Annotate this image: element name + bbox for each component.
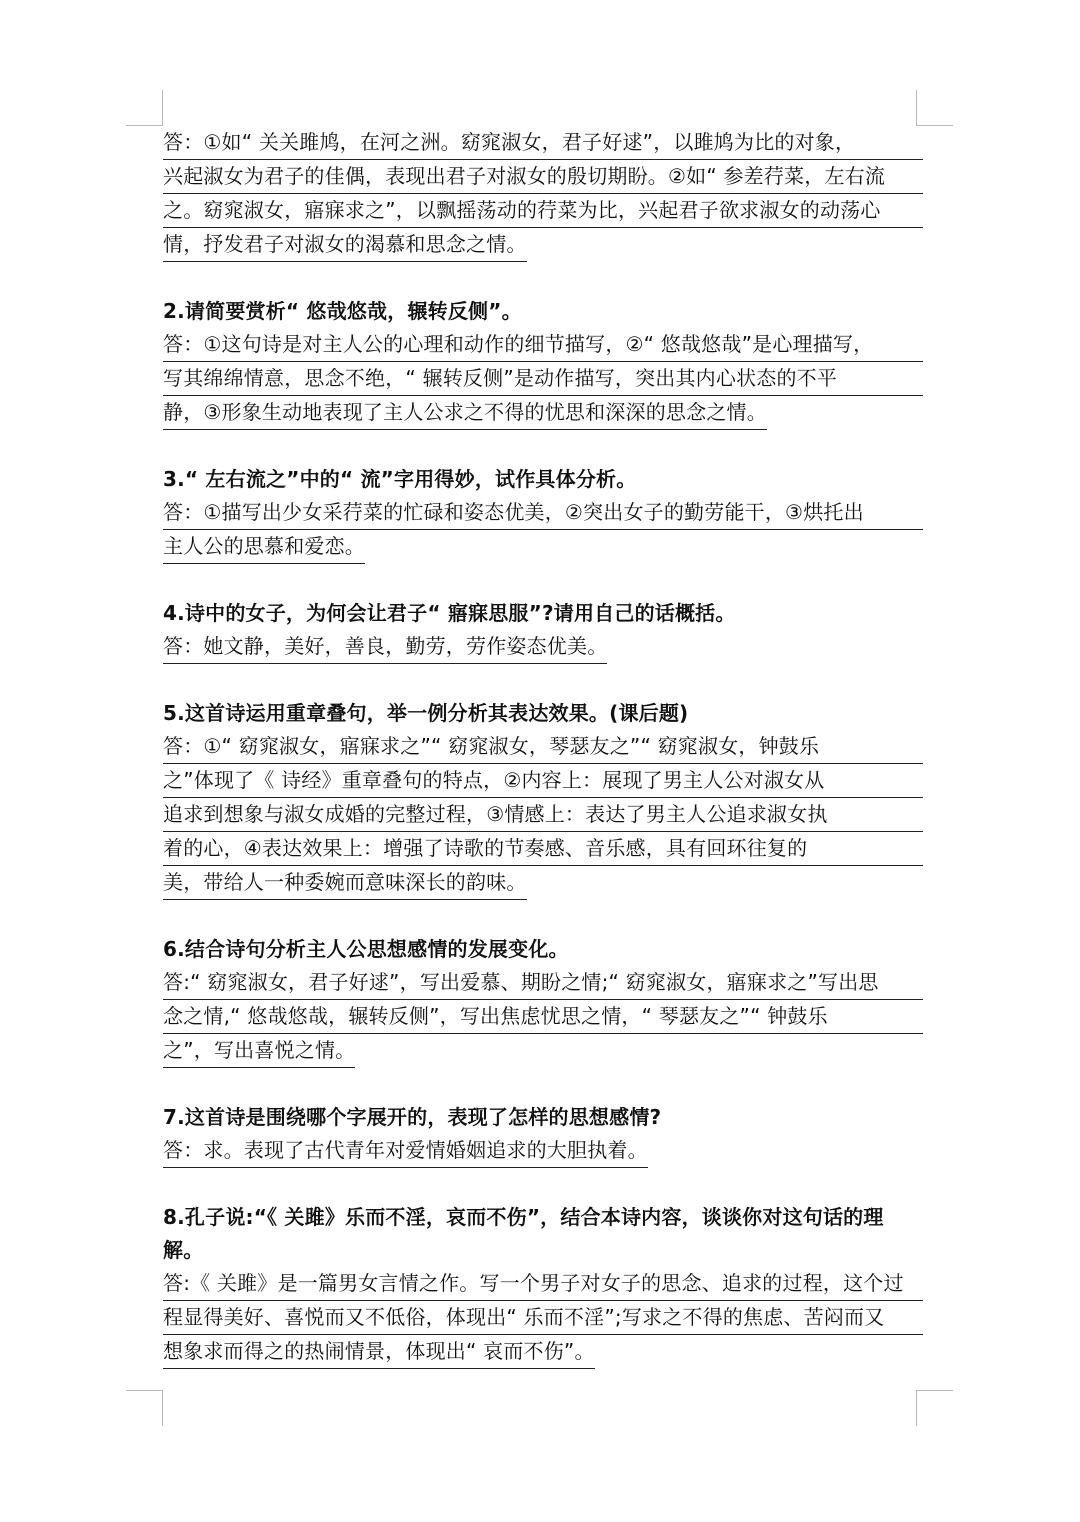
answer-line: 答：求。表现了古代青年对爱情婚姻追求的大胆执着。 bbox=[163, 1134, 648, 1168]
qa-block bbox=[163, 1201, 923, 1369]
answer-line: 主人公的思慕和爱恋。 bbox=[163, 530, 365, 564]
answer-line: 答:“ 窈窕淑女，君子好逑”，写出爱慕、期盼之情;“ 窈窕淑女，寤寐求之”写出思 bbox=[163, 966, 923, 1000]
question-heading: 7.这首诗是围绕哪个字展开的，表现了怎样的思想感情? bbox=[163, 1105, 662, 1129]
answer-line: 之”，写出喜悦之情。 bbox=[163, 1034, 355, 1068]
qa-block bbox=[163, 126, 923, 262]
answer-line: 想象求而得之的热闹情景，体现出“ 哀而不伤”。 bbox=[163, 1335, 595, 1369]
answer-text bbox=[163, 496, 923, 564]
answer-text bbox=[163, 328, 923, 430]
answer-line: 之。窈窕淑女，寤寐求之”，以飘摇荡动的荇菜为比，兴起君子欲求淑女的动荡心 bbox=[163, 194, 923, 228]
question-heading: 4.诗中的女子，为何会让君子“ 寤寐思服”?请用自己的话概括。 bbox=[163, 601, 736, 625]
answer-line: 答:《 关雎》是一篇男女言情之作。写一个男子对女子的思念、追求的过程，这个过 bbox=[163, 1267, 923, 1301]
answer-text bbox=[163, 730, 923, 900]
answer-line: 答：①“ 窈窕淑女，寤寐求之”“ 窈窕淑女，琴瑟友之”“ 窈窕淑女，钟鼓乐 bbox=[163, 730, 923, 764]
answer-line: 答：①这句诗是对主人公的心理和动作的细节描写，②“ 悠哉悠哉”是心理描写， bbox=[163, 328, 923, 362]
answer-line: 答：①描写出少女采荇菜的忙碌和姿态优美，②突出女子的勤劳能干，③烘托出 bbox=[163, 496, 923, 530]
answer-line: 情，抒发君子对淑女的渴慕和思念之情。 bbox=[163, 228, 527, 262]
qa-block bbox=[163, 295, 923, 430]
qa-content bbox=[163, 126, 923, 1402]
answer-line: 着的心，④表达效果上：增强了诗歌的节奏感、音乐感，具有回环往复的 bbox=[163, 832, 923, 866]
answer-text bbox=[163, 630, 923, 664]
qa-block bbox=[163, 597, 923, 664]
answer-line: 程显得美好、喜悦而又不低俗，体现出“ 乐而不淫”;写求之不得的焦虑、苦闷而又 bbox=[163, 1301, 923, 1335]
answer-line: 写其绵绵情意，思念不绝，“ 辗转反侧”是动作描写，突出其内心状态的不平 bbox=[163, 362, 923, 396]
qa-block bbox=[163, 933, 923, 1068]
answer-text bbox=[163, 126, 923, 262]
question-heading: 3.“ 左右流之”中的“ 流”字用得妙，试作具体分析。 bbox=[163, 467, 637, 491]
question-heading: 8.孔子说:“《 关雎》乐而不淫，哀而不伤”，结合本诗内容，谈谈你对这句话的理解。 bbox=[163, 1205, 884, 1262]
question-heading: 6.结合诗句分析主人公思想感情的发展变化。 bbox=[163, 937, 569, 961]
qa-block bbox=[163, 463, 923, 564]
answer-line: 美，带给人一种委婉而意味深长的韵味。 bbox=[163, 866, 527, 900]
answer-line: 静，③形象生动地表现了主人公求之不得的忧思和深深的思念之情。 bbox=[163, 396, 767, 430]
answer-line: 追求到想象与淑女成婚的完整过程，③情感上：表达了男主人公追求淑女执 bbox=[163, 798, 923, 832]
answer-line: 之”体现了《 诗经》重章叠句的特点，②内容上：展现了男主人公对淑女从 bbox=[163, 764, 923, 798]
answer-text bbox=[163, 1267, 923, 1369]
question-heading: 2.请简要赏析“ 悠哉悠哉，辗转反侧”。 bbox=[163, 299, 522, 323]
answer-line: 念之情,“ 悠哉悠哉，辗转反侧”，写出焦虑忧思之情，“ 琴瑟友之”“ 钟鼓乐 bbox=[163, 1000, 923, 1034]
answer-line: 兴起淑女为君子的佳偶，表现出君子对淑女的殷切期盼。②如“ 参差荇菜，左右流 bbox=[163, 160, 923, 194]
answer-line: 答：①如“ 关关雎鸠，在河之洲。窈窕淑女，君子好逑”，以雎鸠为比的对象， bbox=[163, 126, 923, 160]
answer-text bbox=[163, 1134, 923, 1168]
answer-line: 答：她文静，美好，善良，勤劳，劳作姿态优美。 bbox=[163, 630, 607, 664]
answer-text bbox=[163, 966, 923, 1068]
question-heading: 5.这首诗运用重章叠句，举一例分析其表达效果。(课后题) bbox=[163, 701, 689, 725]
qa-block bbox=[163, 1101, 923, 1168]
qa-block bbox=[163, 697, 923, 900]
